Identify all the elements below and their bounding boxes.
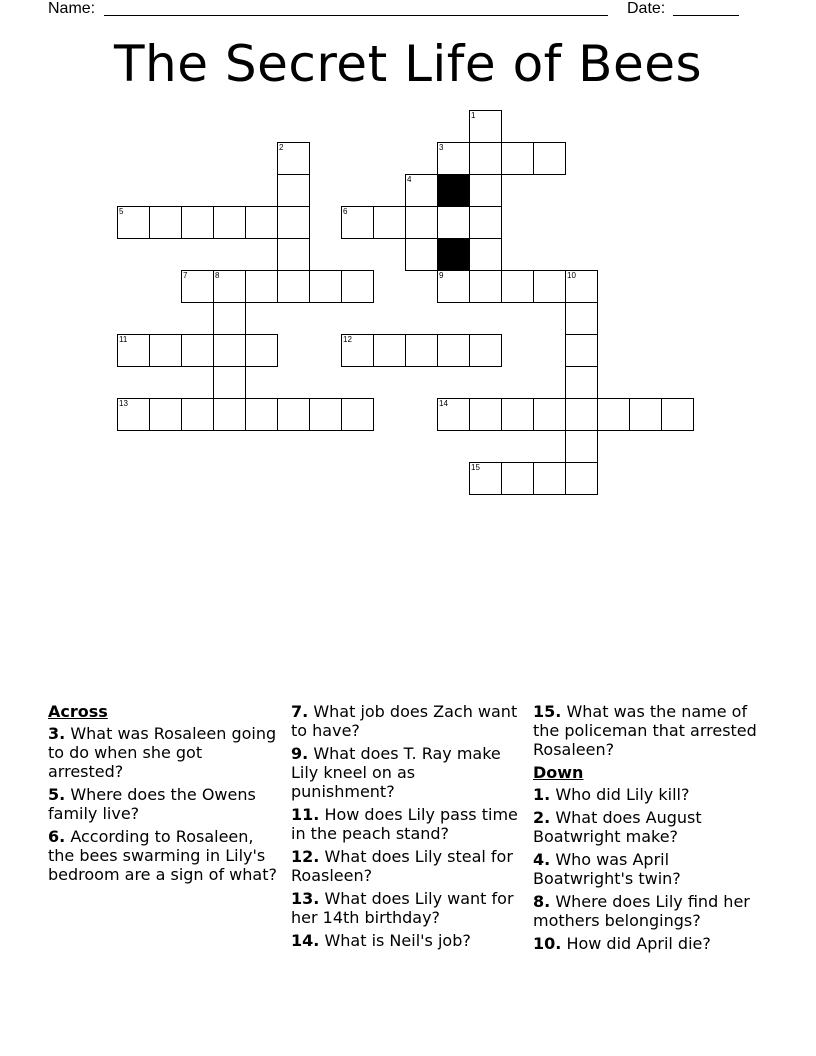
clue-text: What was Rosaleen going to do when she got arrested?	[48, 724, 277, 781]
grid-cell[interactable]	[437, 398, 470, 431]
clue-number: 11.	[291, 805, 320, 824]
clue-across-6	[48, 827, 278, 884]
cell-number: 9	[439, 271, 444, 280]
grid-cell[interactable]	[629, 398, 662, 431]
grid-cell[interactable]	[565, 334, 598, 367]
clue-text: Who did Lily kill?	[555, 785, 690, 804]
clues-column-2	[291, 702, 521, 954]
clue-text: According to Rosaleen, the bees swarming in Lily's bedroom are a sign of what?	[48, 827, 277, 884]
clue-number: 13.	[291, 889, 320, 908]
grid-cell[interactable]	[469, 462, 502, 495]
grid-cell[interactable]	[213, 398, 246, 431]
grid-cell[interactable]	[405, 334, 438, 367]
grid-cell[interactable]	[469, 142, 502, 175]
clue-across-11	[291, 805, 521, 843]
cell-number: 14	[439, 399, 448, 408]
grid-cell[interactable]	[117, 206, 150, 239]
grid-cell[interactable]	[117, 334, 150, 367]
cell-number: 15	[471, 463, 480, 472]
grid-cell[interactable]	[469, 110, 502, 143]
clue-text: How does Lily pass time in the peach stand?	[291, 805, 518, 843]
page-title: The Secret Life of Bees	[113, 35, 703, 93]
clues-column-1	[48, 702, 278, 888]
grid-cell[interactable]	[277, 142, 310, 175]
grid-cell[interactable]	[501, 142, 534, 175]
grid-cell[interactable]	[213, 270, 246, 303]
grid-cell[interactable]	[597, 398, 630, 431]
clue-number: 15.	[533, 702, 562, 721]
grid-cell[interactable]	[341, 334, 374, 367]
crossword-grid	[0, 0, 816, 520]
grid-cell[interactable]	[309, 270, 342, 303]
grid-cell[interactable]	[245, 398, 278, 431]
clue-down-1	[533, 785, 773, 804]
grid-cell[interactable]	[277, 238, 310, 271]
clue-across-15	[533, 702, 773, 759]
clue-text: Who was April Boatwright's twin?	[533, 850, 681, 888]
grid-cell[interactable]	[469, 238, 502, 271]
clue-text: What is Neil's job?	[324, 931, 471, 950]
cell-number: 5	[119, 207, 124, 216]
clue-across-12	[291, 847, 521, 885]
grid-cell[interactable]	[565, 398, 598, 431]
grid-cell[interactable]	[533, 398, 566, 431]
grid-cell[interactable]	[277, 174, 310, 207]
grid-cell[interactable]	[565, 430, 598, 463]
grid-cell[interactable]	[469, 270, 502, 303]
grid-cell[interactable]	[341, 206, 374, 239]
clue-number: 9.	[291, 744, 309, 763]
clue-across-3	[48, 724, 278, 781]
grid-cell[interactable]	[181, 270, 214, 303]
clue-number: 5.	[48, 785, 66, 804]
grid-cell[interactable]	[533, 142, 566, 175]
grid-cell[interactable]	[565, 366, 598, 399]
grid-cell[interactable]	[469, 206, 502, 239]
grid-cell[interactable]	[341, 270, 374, 303]
grid-cell[interactable]	[277, 270, 310, 303]
cell-number: 4	[407, 175, 412, 184]
cell-number: 3	[439, 143, 444, 152]
cell-number: 8	[215, 271, 220, 280]
grid-cell[interactable]	[277, 206, 310, 239]
grid-cell[interactable]	[373, 334, 406, 367]
blocked-cell	[437, 238, 470, 271]
clue-number: 2.	[533, 808, 551, 827]
grid-cell[interactable]	[501, 270, 534, 303]
clue-across-14	[291, 931, 521, 950]
grid-cell[interactable]	[181, 206, 214, 239]
down-heading: Down	[533, 763, 584, 782]
clue-down-10	[533, 934, 773, 953]
grid-cell[interactable]	[661, 398, 694, 431]
clue-text: What was the name of the policeman that arrested Rosaleen?	[533, 702, 757, 759]
clue-text: What does Lily want for her 14th birthday?	[291, 889, 514, 927]
grid-cell[interactable]	[501, 398, 534, 431]
clue-text: How did April die?	[566, 934, 711, 953]
grid-cell[interactable]	[245, 334, 278, 367]
grid-cell[interactable]	[213, 302, 246, 335]
clue-down-4	[533, 850, 773, 888]
cell-number: 2	[279, 143, 284, 152]
clue-text: What does August Boatwright make?	[533, 808, 702, 846]
cell-number: 7	[183, 271, 188, 280]
grid-cell[interactable]	[181, 334, 214, 367]
cell-number: 13	[119, 399, 128, 408]
clue-across-13	[291, 889, 521, 927]
clue-number: 12.	[291, 847, 320, 866]
grid-cell[interactable]	[213, 366, 246, 399]
clue-number: 4.	[533, 850, 551, 869]
cell-number: 1	[471, 111, 476, 120]
grid-cell[interactable]	[309, 398, 342, 431]
grid-cell[interactable]	[565, 462, 598, 495]
grid-cell[interactable]	[245, 270, 278, 303]
clue-text: What does T. Ray make Lily kneel on as punishment?	[291, 744, 501, 801]
clue-number: 10.	[533, 934, 562, 953]
clue-text: Where does the Owens family live?	[48, 785, 256, 823]
grid-cell[interactable]	[437, 334, 470, 367]
grid-cell[interactable]	[565, 270, 598, 303]
grid-cell[interactable]	[469, 334, 502, 367]
clues-column-3	[533, 702, 773, 957]
grid-cell[interactable]	[565, 302, 598, 335]
grid-cell[interactable]	[149, 206, 182, 239]
cell-number: 12	[343, 335, 352, 344]
grid-cell[interactable]	[469, 398, 502, 431]
clue-down-8	[533, 892, 773, 930]
clue-text: What job does Zach want to have?	[291, 702, 518, 740]
grid-cell[interactable]	[149, 334, 182, 367]
date-label: Date:	[627, 0, 666, 17]
clue-text: What does Lily steal for Roasleen?	[291, 847, 513, 885]
grid-cell[interactable]	[373, 206, 406, 239]
cell-number: 11	[119, 335, 128, 344]
clue-number: 7.	[291, 702, 309, 721]
grid-cell[interactable]	[533, 462, 566, 495]
across-heading: Across	[48, 702, 108, 721]
grid-cell[interactable]	[533, 270, 566, 303]
clue-number: 14.	[291, 931, 320, 950]
grid-cell[interactable]	[277, 398, 310, 431]
name-label: Name:	[48, 0, 96, 17]
cell-number: 6	[343, 207, 348, 216]
clue-number: 3.	[48, 724, 66, 743]
grid-cell[interactable]	[437, 142, 470, 175]
clue-across-7	[291, 702, 521, 740]
grid-cell[interactable]	[405, 174, 438, 207]
clue-number: 1.	[533, 785, 551, 804]
grid-cell[interactable]	[245, 206, 278, 239]
grid-cell[interactable]	[437, 270, 470, 303]
grid-cell[interactable]	[341, 398, 374, 431]
blocked-cell	[437, 174, 470, 207]
clue-across-9	[291, 744, 521, 801]
grid-cell[interactable]	[117, 398, 150, 431]
clue-text: Where does Lily find her mothers belongings?	[533, 892, 750, 930]
grid-cell[interactable]	[181, 398, 214, 431]
grid-cell[interactable]	[437, 206, 470, 239]
grid-cell[interactable]	[405, 206, 438, 239]
cell-number: 10	[567, 271, 576, 280]
grid-cell[interactable]	[213, 206, 246, 239]
grid-cell[interactable]	[469, 174, 502, 207]
grid-cell[interactable]	[149, 398, 182, 431]
grid-cell[interactable]	[405, 238, 438, 271]
grid-cell[interactable]	[501, 462, 534, 495]
grid-cell[interactable]	[213, 334, 246, 367]
clue-number: 6.	[48, 827, 66, 846]
clue-across-5	[48, 785, 278, 823]
clue-down-2	[533, 808, 773, 846]
clue-number: 8.	[533, 892, 551, 911]
